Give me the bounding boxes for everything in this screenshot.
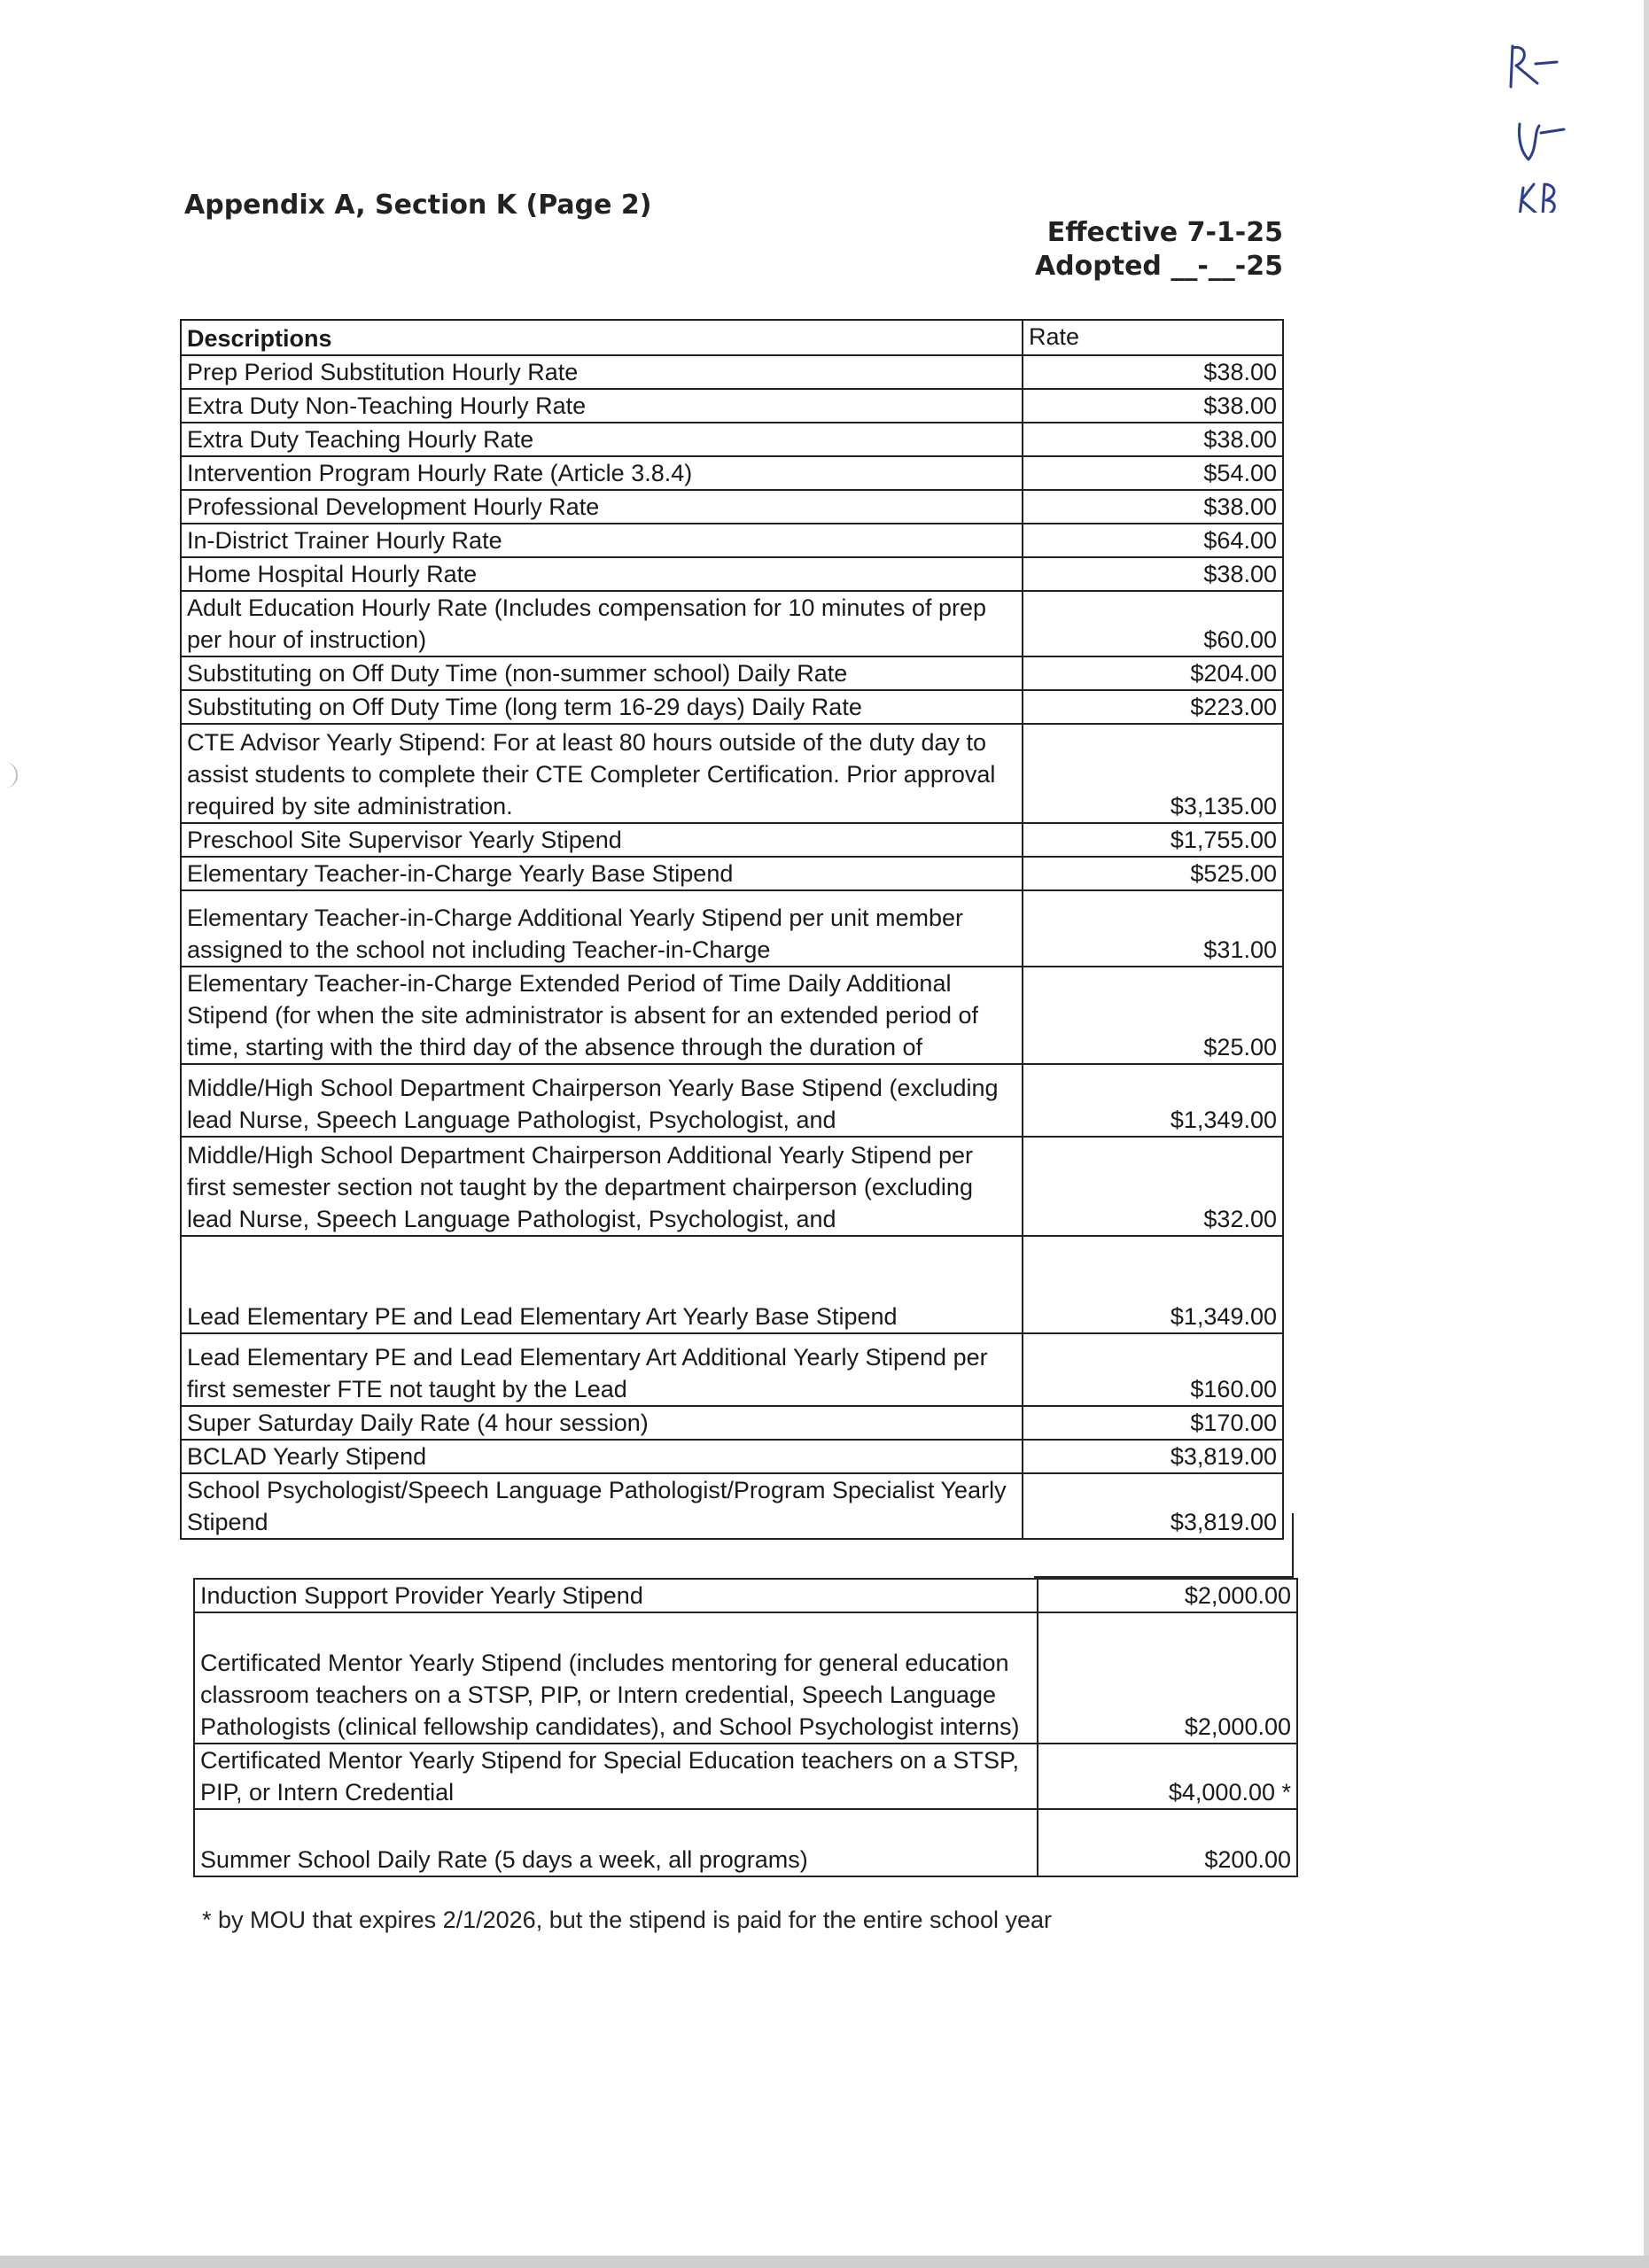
- row-description: In-District Trainer Hourly Rate: [181, 524, 1023, 557]
- table-row: [194, 1579, 1297, 1612]
- table-row: [181, 490, 1283, 524]
- row-rate: $60.00: [1023, 591, 1283, 656]
- table-row: [181, 967, 1283, 1064]
- row-rate: $204.00: [1023, 656, 1283, 690]
- row-description: Lead Elementary PE and Lead Elementary Art Additional Yearly Stipend per first semester FTE not taught by the Lead: [181, 1333, 1023, 1406]
- table-row: [181, 1406, 1283, 1440]
- table-row: [181, 1440, 1283, 1473]
- row-description: Home Hospital Hourly Rate: [181, 557, 1023, 591]
- table-row: [181, 1333, 1283, 1406]
- row-description: Extra Duty Teaching Hourly Rate: [181, 423, 1023, 456]
- row-description: CTE Advisor Yearly Stipend: For at least 80 hours outside of the duty day to assist students to complete their CTE Completer Certification. Prior approval required by site administration.: [181, 724, 1023, 823]
- row-description: Intervention Program Hourly Rate (Article 3.8.4): [181, 456, 1023, 490]
- row-rate: $2,000.00: [1038, 1579, 1297, 1612]
- table-row: [181, 656, 1283, 690]
- row-rate: $200.00: [1038, 1809, 1297, 1876]
- table-row: [181, 1064, 1283, 1137]
- row-rate: $3,819.00: [1023, 1473, 1283, 1539]
- effective-adopted-block: [975, 216, 1283, 284]
- footnote: * by MOU that expires 2/1/2026, but the stipend is paid for the entire school year: [202, 1907, 1053, 1933]
- rate-table: [180, 319, 1284, 1540]
- table-row: [194, 1809, 1297, 1876]
- table-row: [181, 690, 1283, 724]
- row-description: Middle/High School Department Chairperson Yearly Base Stipend (excluding lead Nurse, Speech Language Pathologist, Psychologist, and: [181, 1064, 1023, 1137]
- row-description: Extra Duty Non-Teaching Hourly Rate: [181, 389, 1023, 423]
- hole-punch-mark: [0, 762, 18, 788]
- row-rate: $160.00: [1023, 1333, 1283, 1406]
- row-description: Preschool Site Supervisor Yearly Stipend: [181, 823, 1023, 857]
- table-row: [181, 1236, 1283, 1333]
- row-rate: $223.00: [1023, 690, 1283, 724]
- row-rate: $38.00: [1023, 490, 1283, 524]
- table-row: [181, 857, 1283, 890]
- row-description: Elementary Teacher-in-Charge Additional Yearly Stipend per unit member assigned to the school not including Teacher-in-Charge: [181, 890, 1023, 967]
- row-rate: $1,349.00: [1023, 1064, 1283, 1137]
- row-rate: $170.00: [1023, 1406, 1283, 1440]
- table-row: [194, 1612, 1297, 1744]
- row-rate: $54.00: [1023, 456, 1283, 490]
- table-row: [181, 557, 1283, 591]
- row-description: Certificated Mentor Yearly Stipend for Special Education teachers on a STSP, PIP, or Intern Credential: [194, 1744, 1038, 1809]
- table-row: [181, 890, 1283, 967]
- page-title: Appendix A, Section K (Page 2): [184, 190, 652, 221]
- table-row: [181, 1137, 1283, 1236]
- rate-table-continued: [193, 1578, 1298, 1877]
- table-row: [181, 823, 1283, 857]
- row-rate: $4,000.00 *: [1038, 1744, 1297, 1809]
- table-row: [194, 1744, 1297, 1809]
- table-row: [181, 724, 1283, 823]
- effective-date: Effective 7-1-25: [1046, 217, 1283, 248]
- row-rate: $525.00: [1023, 857, 1283, 890]
- row-description: Prep Period Substitution Hourly Rate: [181, 355, 1023, 389]
- row-rate: $38.00: [1023, 355, 1283, 389]
- row-description: BCLAD Yearly Stipend: [181, 1440, 1023, 1473]
- row-rate: $3,819.00: [1023, 1440, 1283, 1473]
- row-rate: $3,135.00: [1023, 724, 1283, 823]
- row-rate: $1,755.00: [1023, 823, 1283, 857]
- column-header-descriptions: Descriptions: [181, 320, 1023, 355]
- row-description: Certificated Mentor Yearly Stipend (includes mentoring for general education classroom teachers on a STSP, PIP, or Intern credential, Speech Language Pathologists (clinical fellowship candidates), and School Psychologist interns): [194, 1612, 1038, 1744]
- row-rate: $25.00: [1023, 967, 1283, 1064]
- row-rate: $38.00: [1023, 423, 1283, 456]
- handwritten-initials: [1502, 35, 1599, 213]
- row-description: School Psychologist/Speech Language Pathologist/Program Specialist Yearly Stipend: [181, 1473, 1023, 1539]
- table-row: [181, 423, 1283, 456]
- row-description: Elementary Teacher-in-Charge Extended Period of Time Daily Additional Stipend (for when the site administrator is absent for an extended period of time, starting with the third day of the absence through the duration of: [181, 967, 1023, 1064]
- row-rate: $32.00: [1023, 1137, 1283, 1236]
- table-row: [181, 389, 1283, 423]
- row-description: Middle/High School Department Chairperson Additional Yearly Stipend per first semester section not taught by the department chairperson (excluding lead Nurse, Speech Language Pathologist, Psychologist, and: [181, 1137, 1023, 1236]
- row-rate: $2,000.00: [1038, 1612, 1297, 1744]
- table-gap-cell: [1034, 1513, 1294, 1578]
- scan-bottom-edge: [0, 2256, 1649, 2268]
- row-rate: $1,349.00: [1023, 1236, 1283, 1333]
- row-description: Summer School Daily Rate (5 days a week, all programs): [194, 1809, 1038, 1876]
- adopted-date: Adopted __-__-25: [1034, 251, 1283, 282]
- table-row: [181, 355, 1283, 389]
- row-description: Elementary Teacher-in-Charge Yearly Base Stipend: [181, 857, 1023, 890]
- page-edge: [1644, 0, 1649, 2268]
- table-header-row: [181, 320, 1283, 355]
- row-description: Substituting on Off Duty Time (long term 16-29 days) Daily Rate: [181, 690, 1023, 724]
- table-row: [181, 524, 1283, 557]
- row-description: Professional Development Hourly Rate: [181, 490, 1023, 524]
- table-row: [181, 591, 1283, 656]
- row-description: Induction Support Provider Yearly Stipend: [194, 1579, 1038, 1612]
- row-rate: $38.00: [1023, 389, 1283, 423]
- column-header-rate: Rate: [1023, 320, 1283, 355]
- row-rate: $31.00: [1023, 890, 1283, 967]
- row-description: Substituting on Off Duty Time (non-summer school) Daily Rate: [181, 656, 1023, 690]
- row-rate: $38.00: [1023, 557, 1283, 591]
- table-row: [181, 456, 1283, 490]
- row-description: Lead Elementary PE and Lead Elementary Art Yearly Base Stipend: [181, 1236, 1023, 1333]
- row-rate: $64.00: [1023, 524, 1283, 557]
- row-description: Super Saturday Daily Rate (4 hour session): [181, 1406, 1023, 1440]
- row-description: Adult Education Hourly Rate (Includes compensation for 10 minutes of prep per hour of instruction): [181, 591, 1023, 656]
